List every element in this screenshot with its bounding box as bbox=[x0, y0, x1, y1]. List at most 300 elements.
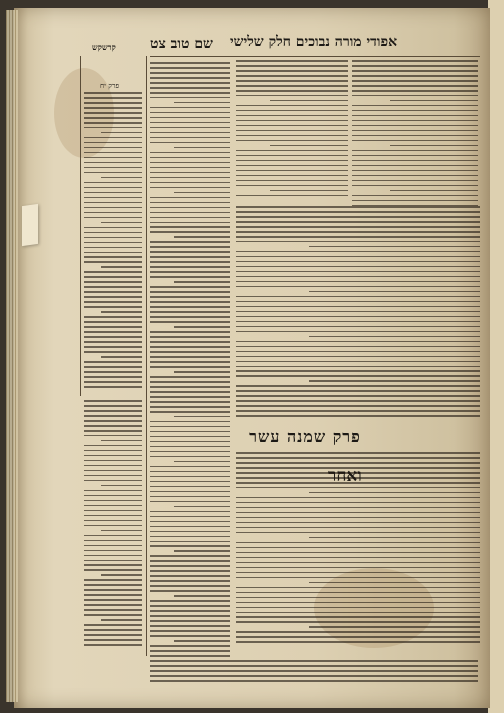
printed-text-line bbox=[150, 117, 230, 119]
printed-text-line bbox=[309, 246, 480, 248]
printed-text-line bbox=[101, 311, 142, 313]
printed-text-line bbox=[101, 222, 142, 224]
printed-text-line bbox=[84, 386, 142, 388]
printed-text-line bbox=[150, 670, 478, 672]
printed-text-line bbox=[84, 371, 142, 373]
printed-text-line bbox=[236, 206, 480, 208]
printed-text-line bbox=[84, 137, 142, 139]
printed-text-line bbox=[236, 221, 480, 223]
printed-text-line bbox=[84, 361, 142, 363]
footer-text-block bbox=[150, 660, 478, 686]
printed-text-line bbox=[84, 212, 142, 214]
printed-text-line bbox=[84, 301, 142, 303]
printed-text-line bbox=[174, 236, 230, 238]
printed-text-line bbox=[150, 87, 230, 89]
printed-text-line bbox=[236, 341, 480, 343]
printed-text-line bbox=[352, 200, 478, 202]
printed-text-line bbox=[236, 356, 480, 358]
printed-text-line bbox=[150, 391, 230, 393]
printed-text-line bbox=[150, 446, 230, 448]
printed-text-line bbox=[150, 256, 230, 258]
printed-text-line bbox=[150, 625, 230, 627]
main-text-block bbox=[236, 206, 480, 422]
printed-text-line bbox=[236, 517, 480, 519]
printed-text-line bbox=[84, 520, 142, 522]
printed-text-line bbox=[84, 152, 142, 154]
printed-text-line bbox=[150, 600, 230, 602]
printed-text-line bbox=[236, 351, 480, 353]
printed-text-line bbox=[84, 276, 142, 278]
printed-text-line bbox=[150, 202, 230, 204]
printed-text-line bbox=[84, 629, 142, 631]
printed-text-line bbox=[101, 485, 142, 487]
printed-text-line bbox=[101, 619, 142, 621]
printed-text-line bbox=[236, 370, 480, 372]
printed-text-line bbox=[236, 415, 480, 417]
printed-text-line bbox=[84, 550, 142, 552]
printed-text-line bbox=[236, 140, 348, 142]
printed-text-line bbox=[150, 77, 230, 79]
printed-text-line bbox=[84, 142, 142, 144]
printed-text-line bbox=[84, 232, 142, 234]
printed-text-line bbox=[150, 351, 230, 353]
printed-text-line bbox=[150, 501, 230, 503]
printed-text-line bbox=[236, 70, 348, 72]
printed-text-line bbox=[84, 555, 142, 557]
printed-text-line bbox=[236, 236, 480, 238]
printed-text-line bbox=[236, 405, 480, 407]
printed-text-line bbox=[236, 457, 480, 459]
printed-text-line bbox=[84, 107, 142, 109]
printed-text-line bbox=[84, 594, 142, 596]
printed-text-line bbox=[150, 167, 230, 169]
printed-text-line bbox=[84, 475, 142, 477]
printed-text-line bbox=[84, 450, 142, 452]
printed-text-line bbox=[236, 572, 480, 574]
printed-text-line bbox=[84, 92, 142, 94]
printed-text-line bbox=[84, 147, 142, 149]
printed-text-line bbox=[236, 231, 480, 233]
printed-text-line bbox=[84, 281, 142, 283]
printed-text-line bbox=[84, 500, 142, 502]
printed-text-line bbox=[150, 251, 230, 253]
printed-text-line bbox=[236, 557, 480, 559]
printed-text-line bbox=[236, 621, 480, 623]
printed-text-line bbox=[150, 197, 230, 199]
printed-text-line bbox=[150, 162, 230, 164]
printed-text-line bbox=[150, 356, 230, 358]
printed-text-line bbox=[150, 471, 230, 473]
printed-text-line bbox=[150, 585, 230, 587]
printed-text-line bbox=[84, 247, 142, 249]
text-block-top-right bbox=[352, 60, 478, 210]
printed-text-line bbox=[84, 207, 142, 209]
printed-text-line bbox=[236, 612, 480, 614]
printed-text-line bbox=[150, 541, 230, 543]
printed-text-line bbox=[150, 217, 230, 219]
printed-text-line bbox=[150, 401, 230, 403]
printed-text-line bbox=[84, 217, 142, 219]
printed-text-line bbox=[236, 375, 480, 377]
printed-text-line bbox=[309, 582, 480, 584]
printed-text-line bbox=[84, 351, 142, 353]
printed-text-line bbox=[352, 175, 478, 177]
printed-text-line bbox=[150, 456, 230, 458]
printed-text-line bbox=[84, 331, 142, 333]
printed-text-line bbox=[150, 386, 230, 388]
printed-text-line bbox=[150, 261, 230, 263]
printed-text-line bbox=[150, 341, 230, 343]
printed-text-line bbox=[101, 530, 142, 532]
printed-text-line bbox=[236, 251, 480, 253]
printed-text-line bbox=[352, 80, 478, 82]
printed-text-line bbox=[150, 545, 230, 547]
printed-text-line bbox=[150, 271, 230, 273]
printed-text-line bbox=[236, 120, 348, 122]
printed-text-line bbox=[236, 150, 348, 152]
printed-text-line bbox=[84, 252, 142, 254]
printed-text-line bbox=[84, 564, 142, 566]
printed-text-line bbox=[84, 540, 142, 542]
printed-text-line bbox=[84, 286, 142, 288]
printed-text-line bbox=[150, 376, 230, 378]
printed-text-line bbox=[84, 505, 142, 507]
printed-text-line bbox=[236, 125, 348, 127]
text-column-narrow bbox=[84, 92, 142, 392]
printed-text-line bbox=[84, 336, 142, 338]
printed-text-line bbox=[150, 321, 230, 323]
printed-text-line bbox=[84, 584, 142, 586]
printed-text-line bbox=[84, 326, 142, 328]
printed-text-line bbox=[84, 535, 142, 537]
printed-text-line bbox=[150, 137, 230, 139]
printed-text-line bbox=[352, 115, 478, 117]
printed-text-line bbox=[236, 65, 348, 67]
printed-text-line bbox=[236, 361, 480, 363]
printed-text-line bbox=[150, 286, 230, 288]
printed-text-line bbox=[236, 165, 348, 167]
printed-text-line bbox=[352, 140, 478, 142]
printed-text-line bbox=[150, 226, 230, 228]
printed-text-line bbox=[352, 85, 478, 87]
printed-text-line bbox=[352, 185, 478, 187]
printed-text-line bbox=[150, 82, 230, 84]
printed-text-line bbox=[150, 406, 230, 408]
printed-text-line bbox=[150, 246, 230, 248]
printed-text-line bbox=[150, 231, 230, 233]
printed-text-line bbox=[84, 589, 142, 591]
printed-text-line bbox=[150, 555, 230, 557]
printed-text-line bbox=[84, 525, 142, 527]
printed-text-line bbox=[84, 182, 142, 184]
printed-text-line bbox=[236, 567, 480, 569]
printed-text-line bbox=[84, 341, 142, 343]
printed-text-line bbox=[84, 306, 142, 308]
printed-text-line bbox=[236, 316, 480, 318]
printed-text-line bbox=[84, 162, 142, 164]
printed-text-line bbox=[236, 331, 480, 333]
printed-text-line bbox=[150, 431, 230, 433]
printed-text-line bbox=[174, 461, 230, 463]
printed-text-line bbox=[150, 575, 230, 577]
printed-text-line bbox=[84, 604, 142, 606]
printed-text-line bbox=[84, 470, 142, 472]
printed-text-line bbox=[352, 130, 478, 132]
printed-text-line bbox=[352, 170, 478, 172]
printed-text-line bbox=[150, 301, 230, 303]
printed-text-line bbox=[150, 182, 230, 184]
printed-text-line bbox=[84, 455, 142, 457]
printed-text-line bbox=[101, 266, 142, 268]
printed-text-line bbox=[150, 531, 230, 533]
printed-text-line bbox=[174, 147, 230, 149]
printed-text-line bbox=[174, 506, 230, 508]
printed-text-line bbox=[84, 167, 142, 169]
printed-text-line bbox=[174, 371, 230, 373]
printed-text-line bbox=[236, 390, 480, 392]
printed-text-line bbox=[236, 477, 480, 479]
printed-text-line bbox=[150, 396, 230, 398]
printed-text-line bbox=[84, 510, 142, 512]
printed-text-line bbox=[236, 180, 348, 182]
chapter-heading: פרק שמנה עשר bbox=[249, 427, 361, 446]
printed-text-line bbox=[150, 481, 230, 483]
printed-text-line bbox=[150, 132, 230, 134]
printed-text-line bbox=[352, 105, 478, 107]
printed-text-line bbox=[150, 241, 230, 243]
printed-text-line bbox=[352, 75, 478, 77]
printed-text-line bbox=[84, 435, 142, 437]
printed-text-line bbox=[236, 60, 348, 62]
printed-text-line bbox=[352, 65, 478, 67]
printed-text-line bbox=[84, 102, 142, 104]
printed-text-line bbox=[150, 142, 230, 144]
printed-text-line bbox=[236, 216, 480, 218]
printed-text-line bbox=[150, 266, 230, 268]
printed-text-line bbox=[309, 336, 480, 338]
printed-text-line bbox=[150, 630, 230, 632]
printed-text-line bbox=[150, 62, 230, 64]
printed-text-line bbox=[150, 177, 230, 179]
printed-text-line bbox=[236, 636, 480, 638]
printed-text-line bbox=[150, 665, 478, 667]
printed-text-line bbox=[236, 631, 480, 633]
printed-text-line bbox=[150, 635, 230, 637]
printed-text-line bbox=[84, 122, 142, 124]
printed-text-line bbox=[352, 90, 478, 92]
printed-text-line bbox=[84, 490, 142, 492]
printed-text-line bbox=[236, 175, 348, 177]
printed-text-line bbox=[236, 577, 480, 579]
printed-text-line bbox=[150, 580, 230, 582]
printed-text-line bbox=[236, 105, 348, 107]
printed-text-line bbox=[150, 496, 230, 498]
printed-text-line bbox=[150, 187, 230, 189]
printed-text-line bbox=[150, 316, 230, 318]
printed-text-line bbox=[150, 521, 230, 523]
printed-text-line bbox=[236, 346, 480, 348]
printed-text-line bbox=[84, 614, 142, 616]
printed-text-line bbox=[236, 321, 480, 323]
printed-text-line bbox=[236, 306, 480, 308]
printed-text-line bbox=[309, 492, 480, 494]
printed-text-line bbox=[352, 60, 478, 62]
printed-text-line bbox=[150, 172, 230, 174]
printed-text-line bbox=[84, 400, 142, 402]
printed-text-line bbox=[150, 361, 230, 363]
printed-text-line bbox=[352, 155, 478, 157]
printed-text-line bbox=[352, 160, 478, 162]
printed-text-line bbox=[84, 445, 142, 447]
printed-text-line bbox=[84, 271, 142, 273]
printed-text-line bbox=[150, 107, 230, 109]
paper-tear bbox=[22, 204, 38, 246]
printed-text-line bbox=[84, 192, 142, 194]
printed-text-line bbox=[236, 487, 480, 489]
printed-text-line bbox=[84, 480, 142, 482]
printed-text-line bbox=[390, 100, 478, 102]
printed-text-line bbox=[150, 122, 230, 124]
printed-text-line bbox=[84, 117, 142, 119]
printed-text-line bbox=[390, 190, 478, 192]
printed-text-line bbox=[84, 420, 142, 422]
printed-text-line bbox=[236, 616, 480, 618]
printed-text-line bbox=[150, 67, 230, 69]
printed-text-line bbox=[84, 415, 142, 417]
printed-text-line bbox=[174, 326, 230, 328]
printed-text-line bbox=[150, 511, 230, 513]
printed-text-line bbox=[174, 416, 230, 418]
printed-text-line bbox=[352, 195, 478, 197]
printed-text-line bbox=[236, 286, 480, 288]
printed-text-line bbox=[84, 296, 142, 298]
printed-text-line bbox=[236, 522, 480, 524]
printed-text-line bbox=[150, 421, 230, 423]
commentary-title: קרשקש bbox=[92, 42, 116, 52]
printed-text-line bbox=[150, 655, 230, 657]
printed-text-line bbox=[84, 609, 142, 611]
printed-text-line bbox=[150, 436, 230, 438]
printed-text-line bbox=[236, 185, 348, 187]
printed-text-line bbox=[270, 100, 348, 102]
printed-text-line bbox=[84, 634, 142, 636]
printed-text-line bbox=[236, 75, 348, 77]
printed-text-line bbox=[84, 256, 142, 258]
printed-text-line bbox=[150, 72, 230, 74]
printed-text-line bbox=[84, 157, 142, 159]
printed-text-line bbox=[150, 620, 230, 622]
printed-text-line bbox=[236, 562, 480, 564]
printed-text-line bbox=[150, 516, 230, 518]
printed-text-line bbox=[84, 545, 142, 547]
printed-text-line bbox=[150, 331, 230, 333]
printed-text-line bbox=[236, 385, 480, 387]
printed-text-line bbox=[150, 675, 478, 677]
column-divider bbox=[80, 56, 81, 396]
printed-text-line bbox=[84, 381, 142, 383]
printed-text-line bbox=[236, 597, 480, 599]
printed-text-line bbox=[150, 157, 230, 159]
printed-text-line bbox=[236, 170, 348, 172]
printed-text-line bbox=[236, 271, 480, 273]
printed-text-line bbox=[84, 405, 142, 407]
printed-text-line bbox=[236, 261, 480, 263]
printed-text-line bbox=[150, 112, 230, 114]
printed-text-line bbox=[236, 512, 480, 514]
printed-text-line bbox=[236, 542, 480, 544]
printed-text-line bbox=[236, 607, 480, 609]
printed-text-line bbox=[236, 110, 348, 112]
printed-text-line bbox=[352, 150, 478, 152]
printed-text-line bbox=[236, 211, 480, 213]
printed-text-line bbox=[309, 626, 480, 628]
adjacent-page-edge bbox=[488, 0, 504, 713]
printed-text-line bbox=[150, 605, 230, 607]
text-block-top bbox=[236, 60, 348, 200]
printed-text-line bbox=[150, 207, 230, 209]
printed-text-line bbox=[174, 550, 230, 552]
printed-text-line bbox=[150, 590, 230, 592]
printed-text-line bbox=[236, 241, 480, 243]
printed-text-line bbox=[236, 592, 480, 594]
text-column-left-lower bbox=[84, 400, 142, 650]
printed-text-line bbox=[236, 155, 348, 157]
printed-text-line bbox=[236, 532, 480, 534]
printed-text-line bbox=[236, 497, 480, 499]
printed-text-line bbox=[101, 574, 142, 576]
printed-text-line bbox=[236, 135, 348, 137]
printed-text-line bbox=[174, 281, 230, 283]
printed-text-line bbox=[101, 132, 142, 134]
printed-text-line bbox=[101, 177, 142, 179]
printed-text-line bbox=[150, 366, 230, 368]
printed-text-line bbox=[150, 311, 230, 313]
printed-text-line bbox=[174, 192, 230, 194]
printed-text-line bbox=[84, 376, 142, 378]
printed-text-line bbox=[236, 266, 480, 268]
printed-text-line bbox=[309, 537, 480, 539]
printed-text-line bbox=[236, 195, 348, 197]
main-text-block-lower bbox=[236, 452, 480, 648]
printed-text-line bbox=[236, 400, 480, 402]
printed-text-line bbox=[236, 256, 480, 258]
printed-text-line bbox=[390, 145, 478, 147]
printed-text-line bbox=[84, 316, 142, 318]
printed-text-line bbox=[84, 425, 142, 427]
printed-text-line bbox=[84, 97, 142, 99]
printed-text-line bbox=[84, 346, 142, 348]
commentary-chapter-label: פרק יח bbox=[100, 82, 120, 90]
printed-text-line bbox=[150, 296, 230, 298]
printed-text-line bbox=[150, 560, 230, 562]
printed-text-line bbox=[84, 321, 142, 323]
printed-text-line bbox=[236, 452, 480, 454]
printed-text-line bbox=[236, 507, 480, 509]
printed-text-line bbox=[84, 187, 142, 189]
printed-text-line bbox=[150, 127, 230, 129]
printed-text-line bbox=[352, 125, 478, 127]
printed-text-line bbox=[352, 180, 478, 182]
printed-text-line bbox=[352, 165, 478, 167]
printed-text-line bbox=[150, 570, 230, 572]
printed-text-line bbox=[236, 602, 480, 604]
printed-text-line bbox=[236, 527, 480, 529]
printed-text-line bbox=[236, 80, 348, 82]
printed-text-line bbox=[174, 102, 230, 104]
printed-text-line bbox=[84, 261, 142, 263]
printed-text-line bbox=[352, 135, 478, 137]
printed-text-line bbox=[236, 552, 480, 554]
